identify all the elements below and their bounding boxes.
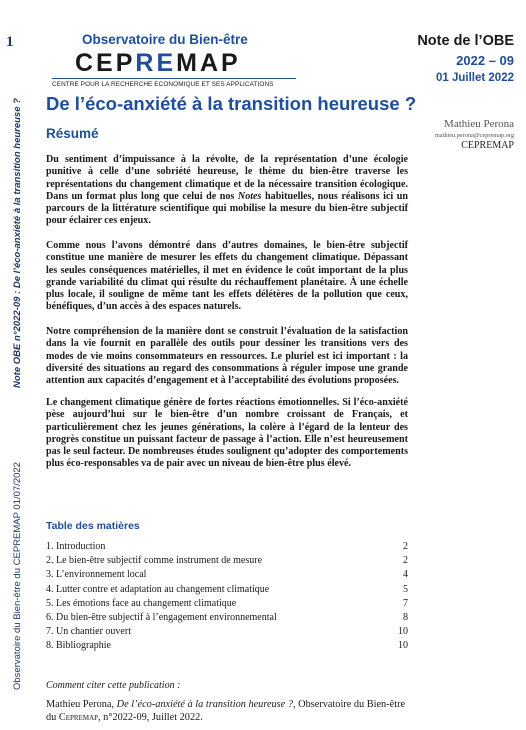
citation-title: De l’éco-anxiété à la transition heureuse ? [116,699,293,710]
toc-item[interactable] [46,639,408,653]
citation-reference: , n°2022-09, Juillet 2022. [98,711,203,723]
toc-item-page: 8 [403,611,408,623]
cepremap-logo [75,49,295,78]
note-date: 01 Juillet 2022 [436,72,514,84]
abstract-paragraph-4: Le changement climatique génère de fortes réactions émotionnelles. Si l’éco-anxiété pèse aujourd’hui sur le bien-être d’un nombre croissant de Français, et particulièrement chez les jeunes générations, la colère à l’égard de la lenteur des progrès constitue un puissant facteur de passage à l’action. Elle n’est heureusement pas le seul facteur. De nombreuses études soulignent qu’adopter des comportements plus éco-responsables va de pair avec un niveau de bien-être plus élevé. [46,397,408,470]
toc-item-label: 7. Un chantier ouvert [46,626,131,638]
abstract-paragraph-3: Notre compréhension de la manière dont se construit l’évaluation de la satisfaction dans la vie fournit en parallèle des outils pour dessiner les transitions vers des modes de vie moins consommateurs en ressources. Le pluriel est ici important : la diversité des situations au regard des consommations à réguler impose une grande attention aux capacités d’engagement et à l’acceptabilité des évolutions proposées. [46,326,408,387]
toc-item-label: 8. Bibliographie [46,640,111,652]
citation-publisher: , Observatoire du Bien-être du [46,699,406,723]
citation-org: Cepremap [58,711,99,723]
toc-item-page: 5 [403,583,408,595]
toc-item-label: 5. Les émotions face au changement climatique [46,597,237,609]
toc-item-page: 7 [403,597,408,609]
logo-observatory-name: Observatoire du Bien-être [82,32,248,47]
toc-item[interactable] [46,540,408,554]
abstract-p1-start: Du sentiment d’impuissance à la révolte, de la représentation d’une écologie punitive à celle d’une sobriété heureuse, le thème du bien-être traverse les représentations du changement climatique et de la nécessaire transition écologique. Dans un format plus long que celui de nos [46,154,408,202]
toc-item-page: 10 [398,640,408,652]
side-note-reference: Note OBE n°2022-09 : De l’éco-anxiété à la transition heureuse ? [12,98,23,388]
logo-subtitle: CENTRE POUR LA RECHERCHE ECONOMIQUE ET SES APPLICATIONS [52,81,274,88]
toc-item[interactable] [46,583,408,597]
author-affiliation: CEPREMAP [461,140,514,151]
citation-text [46,699,408,724]
toc-item[interactable] [46,554,408,568]
document-title: De l’éco-anxiété à la transition heureuse ? [46,93,417,114]
toc-item-page: 2 [403,555,408,567]
citation-author: Mathieu Perona, [46,699,117,710]
abstract-heading: Résumé [46,126,99,141]
toc-item-page: 2 [403,541,408,552]
toc-item-label: 4. Lutter contre et adaptation au changement climatique [46,583,270,595]
page-number: 1 [6,34,14,50]
author-name: Mathieu Perona [444,118,514,130]
logo-part-3: MAP [176,49,241,77]
citation-label: Comment citer cette publication : [46,680,181,691]
toc-item-label: 2. Le bien-être subjectif comme instrument de mesure [46,555,263,567]
side-observatory-date: Observatoire du Bien-être du CEPREMAP 01/07/2022 [12,462,23,690]
abstract-p1-emphasis: Notes [237,190,262,202]
toc-item-label: 3. L’environnement local [46,569,147,581]
table-of-contents [46,540,408,654]
note-series-title: Note de l’OBE [417,33,514,49]
toc-item[interactable] [46,611,408,625]
logo-divider [52,78,296,79]
toc-heading: Table des matières [46,520,140,532]
toc-item-page: 10 [398,626,408,638]
abstract-p1-end: habituelles, nous réalisons ici un parcours de la littérature scientifique qui mobilise la mesure du bien-être subjectif pour éclairer ces enjeux. [46,190,408,227]
toc-item[interactable] [46,597,408,611]
toc-item-label: 6. Du bien-être subjectif à l’engagement environnemental [46,611,277,623]
abstract-paragraph-2: Comme nous l’avons démontré dans d’autres domaines, le bien-être subjectif constitue une manière de mesurer les effets du changement climatique. Dépassant les seules conséquences matérielles, il met en évidence le coût important de la plus grande variabilité du climat qui résulte du réchauffement planétaire. À une échelle plus locale, il souligne de même tant les effets délétères de la pollution que ceux, bénéfiques, d’un accès à des espaces naturels. [46,240,408,313]
toc-item[interactable] [46,625,408,639]
toc-item-page: 4 [403,569,408,581]
author-email[interactable]: mathieu.perona@cepremap.org [434,132,514,139]
logo-part-2: RE [135,49,177,77]
toc-item[interactable] [46,568,408,582]
logo-part-1: CEP [75,49,136,77]
note-number: 2022 – 09 [456,53,514,68]
toc-item-label: 1. Introduction [46,541,106,552]
abstract-paragraph-1 [46,154,408,228]
